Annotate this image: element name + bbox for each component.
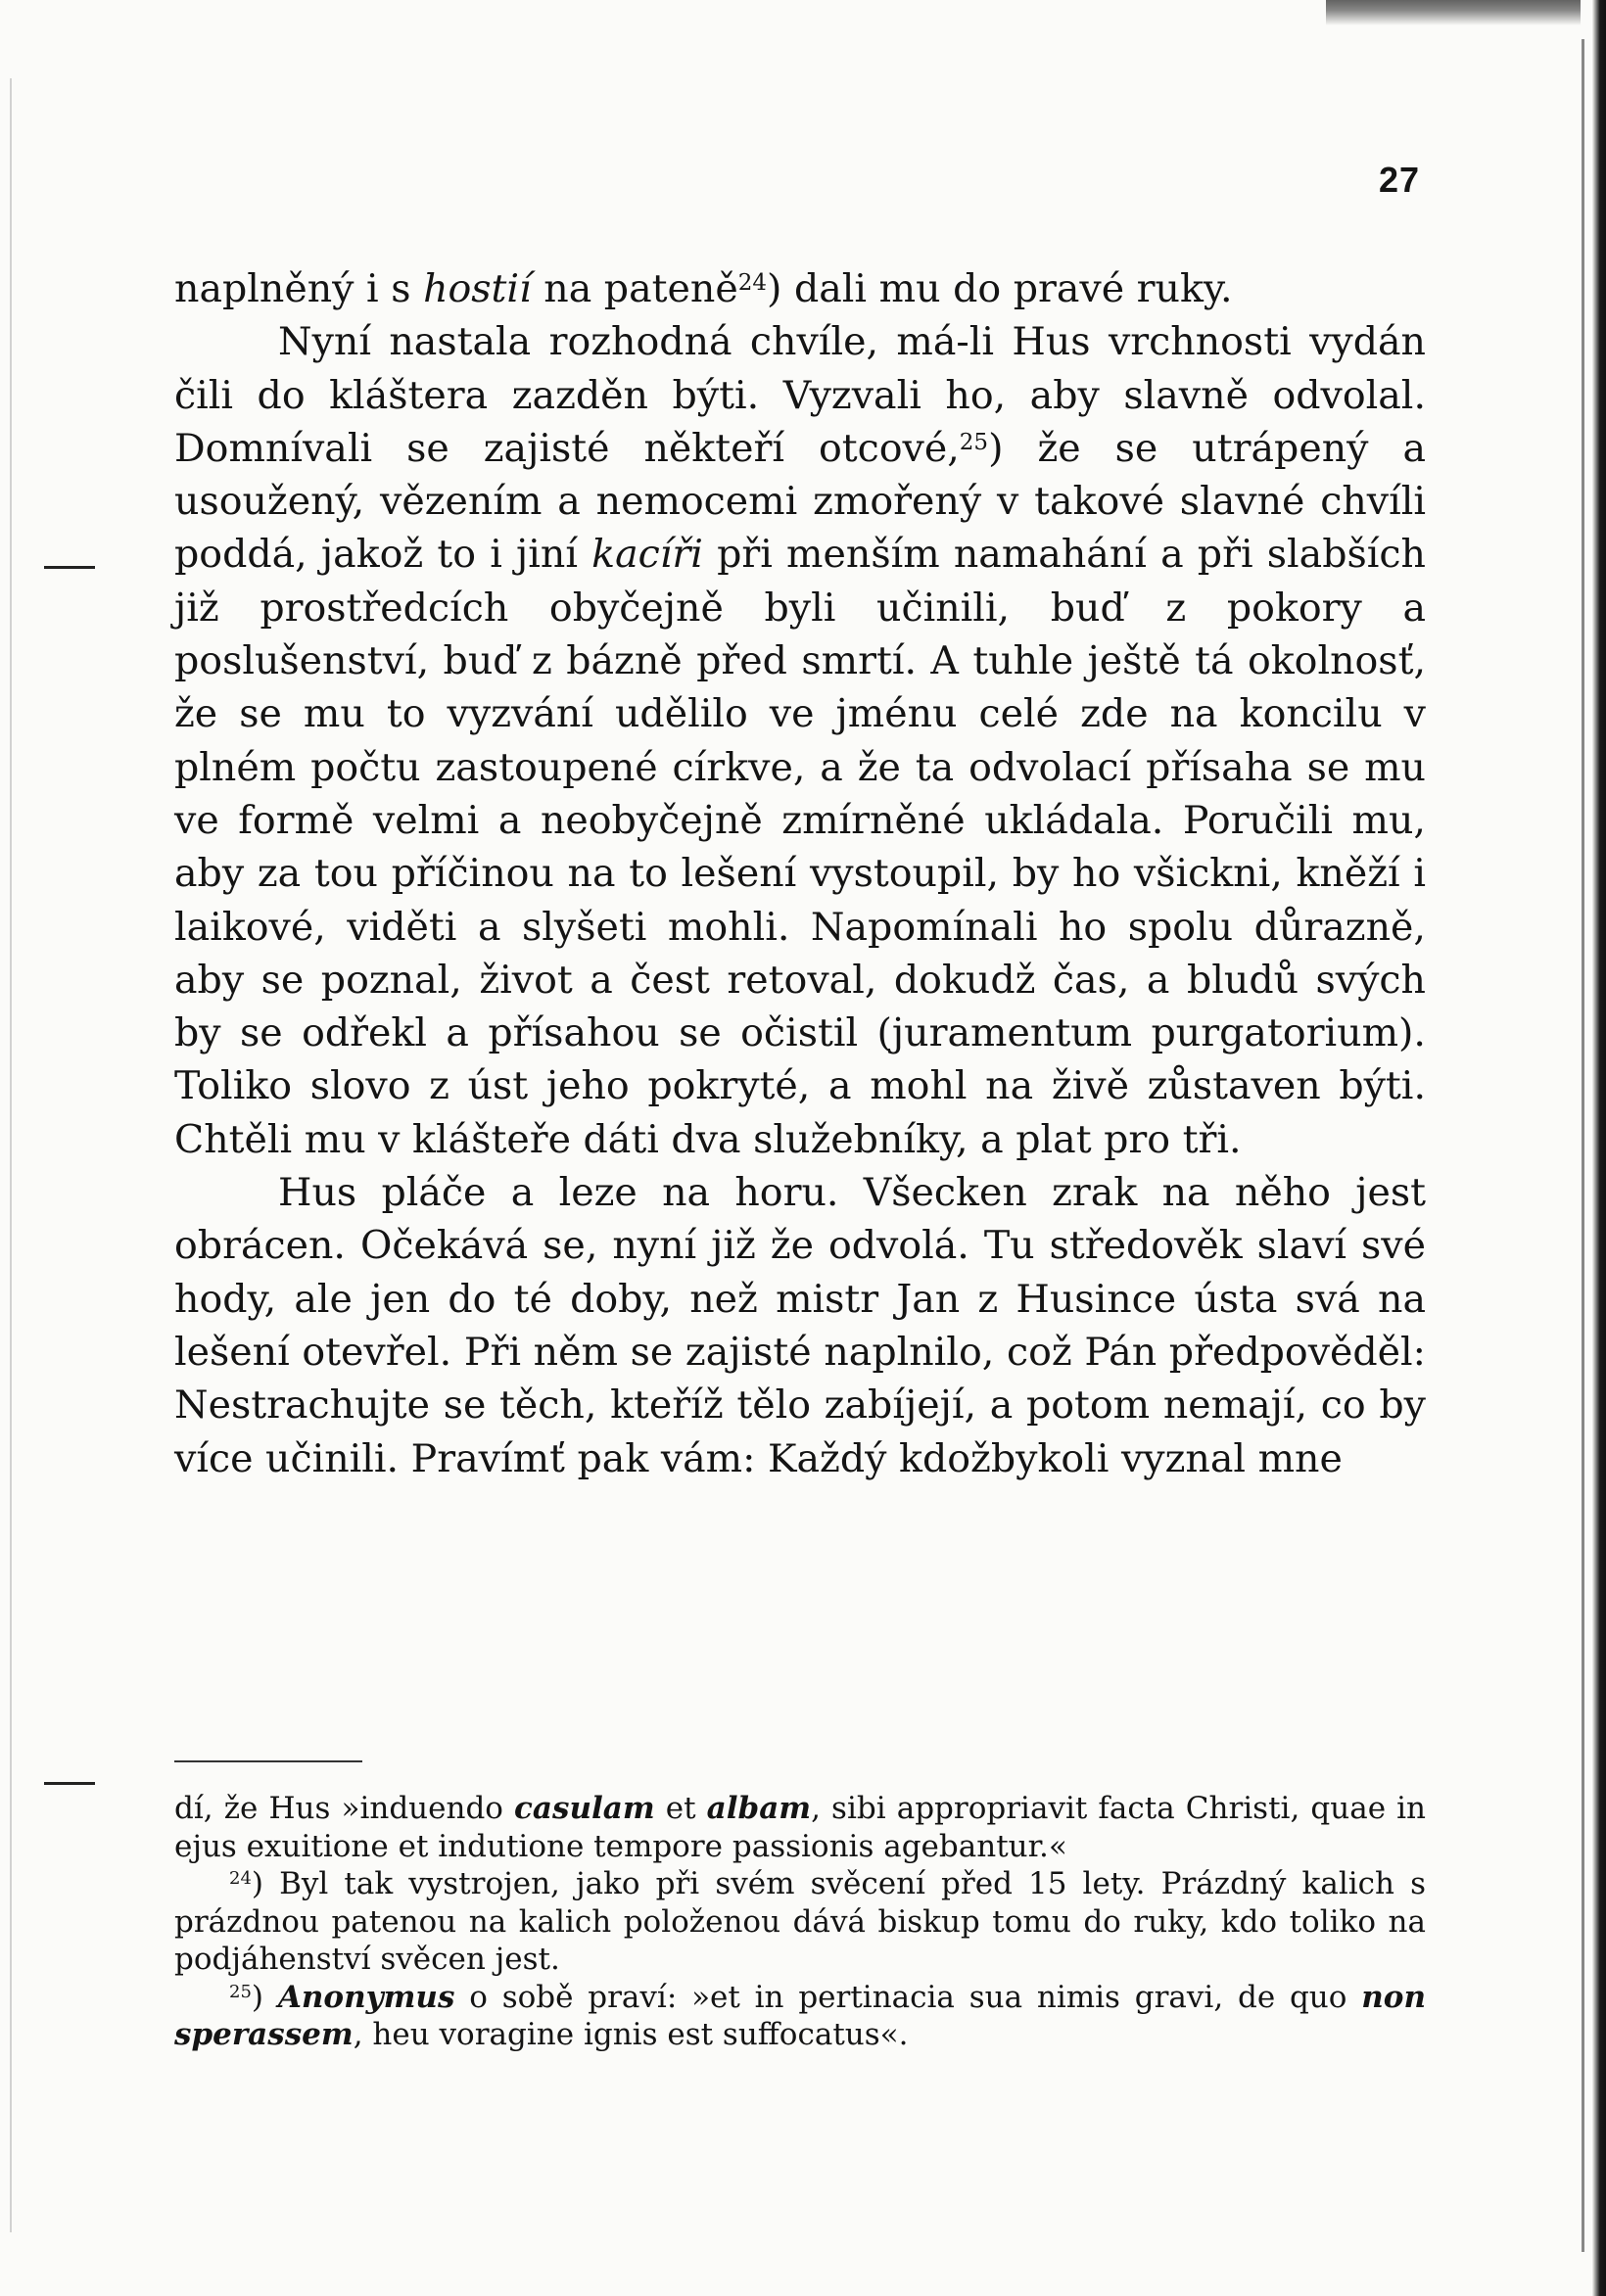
footnote-ref-24: 24 — [737, 270, 767, 296]
page-number: 27 — [1379, 160, 1421, 200]
margin-mark — [44, 1782, 95, 1785]
scan-gutter-line — [10, 78, 12, 2232]
footnote-separator — [174, 1760, 362, 1762]
footnote-continuation: dí, že Hus »induendo casulam et albam, sibi appropriavit facta Christi, quae in ejus exuitione et indutione tempore passionis agebantur.« — [174, 1791, 1427, 1864]
main-text — [174, 262, 1426, 1485]
footnote-25: $^{25}$) Anonymus o sobě praví: »et in pertinacia sua nimis gravi, de quo non sperassem, heu voragine ignis est suffocatus«. — [174, 1979, 1426, 2052]
footnote-ref-25: 25 — [959, 429, 989, 455]
footnotes — [174, 1790, 1426, 2054]
emphasis-hostii: hostií — [423, 266, 532, 311]
scan-edge-line — [1582, 39, 1584, 2252]
footnote-24: $^{24}$) Byl tak vystrojen, jako při svém svěcení před 15 lety. Prázdný kalich s prázdnou patenou na kalich položenou dává biskup tomu do ruky, kdo toliko na podjáhenství svěcen jest. — [174, 1866, 1426, 1977]
paragraph-2: Nyní nastala rozhodná chvíle, má-li Hus vrchnosti vydán čili do kláštera zazděn býti. Vyzvali ho, aby slavně odvolal. Domnívali se zajisté někteří otcové,$^{25}$) že se utrápený a usoužený, vězením a nemocemi zmořený v takové slavné chvíli poddá, jakož to i jiní kacíři při menším namahání a při slabších již prostředcích obyčejně byli učinili, buď z pokory a poslušenství, buď z bázně před smrtí. A tuhle ještě tá okolnosť, že se mu to vyzvání udělilo ve jménu celé zde na koncilu v plném počtu zastoupené církve, a že ta odvolací přísaha se mu ve formě velmi a neobyčejně zmírněné ukládala. Poručili mu, aby za tou příčinou na to lešení vystoupil, by ho všickni, kněží i laikové, viděti a slyšeti mohli. Napomínali ho spolu důrazně, aby se poznal, život a čest retoval, dokudž čas, a bludů svých by se odřekl a přísahou se očistil (juramentum purgatorium). Toliko slovo z úst jeho pokryté, a mohl na živě zůstaven býti. Chtěli mu v klášteře dáti dva služebníky, a plat pro tři. — [174, 319, 1426, 1162]
margin-mark — [44, 566, 95, 569]
emphasis-kaciri: kacíři — [591, 532, 703, 578]
paragraph-3: Hus pláče a leze na horu. Všecken zrak na něho jest obrácen. Očekává se, nyní již že odvolá. Tu středověk slaví své hody, ale jen do té doby, než mistr Jan z Husince ústa svá na lešení otevřel. Při něm se zajisté naplnilo, což Pán předpověděl: Nestrachujte se těch, kteříž tělo zabíjejí, a potom nemají, co by více učinili. Pravímť pak vám: Každý kdožbykoli vyznal mne — [174, 1170, 1426, 1481]
scan-edge-right — [1592, 0, 1606, 2296]
scan-corner-shadow — [1326, 0, 1581, 25]
paragraph-1: naplněný i s hostií na pateně$^{24}$) dali mu do pravé ruky. — [174, 266, 1233, 311]
